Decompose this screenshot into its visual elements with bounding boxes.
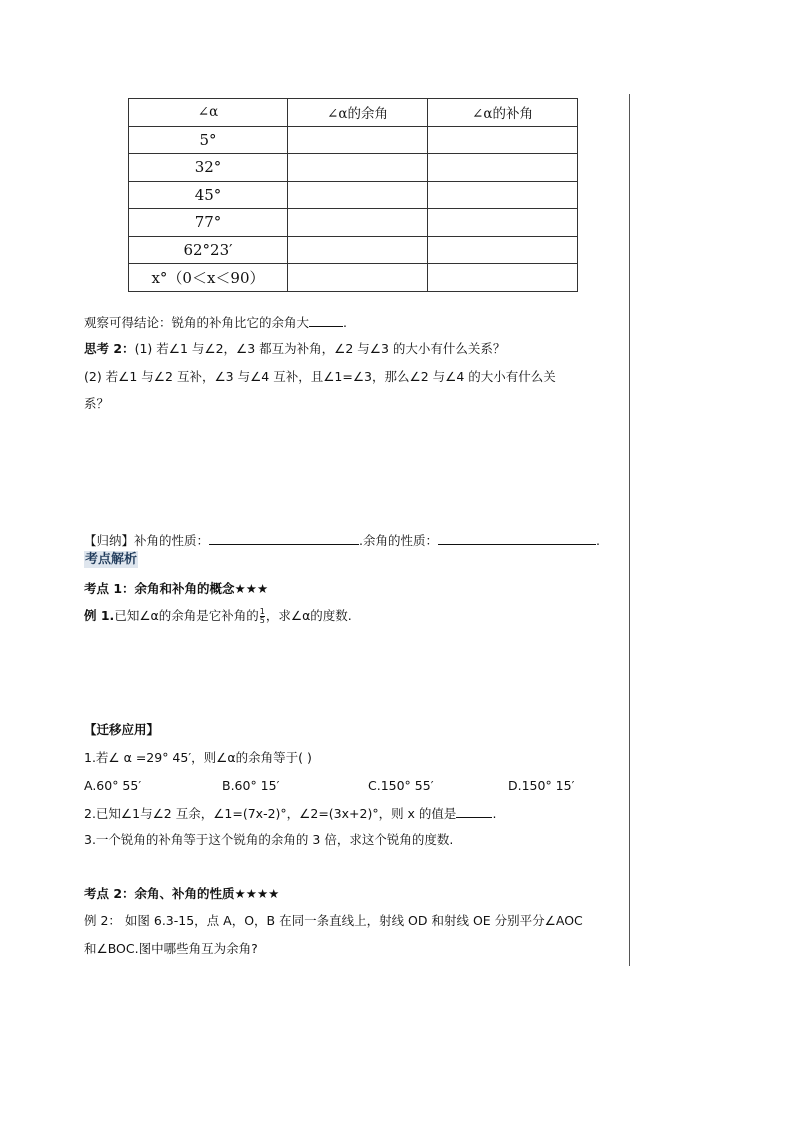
summary-prefix: 【归纳】补角的性质： (84, 533, 210, 548)
summary-mid: .余角的性质： (359, 533, 438, 548)
table-row (129, 264, 578, 292)
example2-line2: 和∠BOC.图中哪些角互为余角? (84, 941, 258, 956)
answer-blank[interactable] (438, 532, 596, 545)
question-3: 3.一个锐角的补角等于这个锐角的余角的 3 倍，求这个锐角的度数. (84, 832, 454, 847)
table-cell (428, 126, 578, 154)
observe-end: . (343, 315, 347, 330)
think2-q1-text: (1) 若∠1 与∠2，∠3 都互为补角，∠2 与∠3 的大小有什么关系？ (134, 341, 506, 356)
answer-blank[interactable] (309, 314, 343, 327)
example1-label: 例 1. (84, 608, 115, 623)
table-cell: 5° (129, 126, 288, 154)
point1-title: 考点 1：余角和补角的概念★★★ (84, 581, 269, 596)
option-d: D.150° 15′ (508, 778, 575, 793)
table-cell: 32° (129, 154, 288, 182)
table-cell (288, 181, 428, 209)
table-header-row (129, 99, 578, 127)
table-cell (428, 181, 578, 209)
question-2 (84, 805, 496, 822)
table-row (129, 236, 578, 264)
think2-q2-cont: 系？ (84, 396, 110, 411)
table-cell (428, 209, 578, 237)
example1 (84, 608, 352, 625)
table-cell (288, 236, 428, 264)
example1-text: 已知∠α的余角是它补角的 (114, 608, 259, 623)
table-cell: x°（0＜x＜90） (129, 264, 288, 292)
table-cell (428, 236, 578, 264)
table-row (129, 181, 578, 209)
fraction-numerator: 1 (259, 607, 265, 616)
option-b: B.60° 15′ (222, 778, 280, 793)
table-row (129, 209, 578, 237)
example1-text-end: ，求∠α的度数. (265, 608, 352, 623)
section-title: 考点解析 (85, 552, 138, 567)
table-row (129, 154, 578, 182)
table-cell (288, 209, 428, 237)
observe-conclusion (84, 314, 347, 331)
answer-blank[interactable] (456, 805, 492, 818)
table-cell: 45° (129, 181, 288, 209)
think2-q1 (84, 341, 505, 357)
table-cell (428, 264, 578, 292)
question-1: 1.若∠ α =29° 45′，则∠α的余角等于( ) (84, 750, 312, 765)
table-row (129, 126, 578, 154)
think2-q2: (2) 若∠1 与∠2 互补，∠3 与∠4 互补，且∠1=∠3，那么∠2 与∠4 的大小有什么关 (84, 369, 556, 384)
observe-text: 观察可得结论：锐角的补角比它的余角大 (84, 315, 310, 330)
angle-table (128, 98, 578, 292)
table-header: ∠α的余角 (288, 99, 428, 127)
think2-label: 思考 2： (84, 341, 135, 356)
fraction (260, 608, 265, 625)
table-cell (428, 154, 578, 182)
table-cell: 77° (129, 209, 288, 237)
question-2-end: . (492, 806, 497, 821)
table-cell: 62°23′ (129, 236, 288, 264)
fraction-denominator: 5 (259, 616, 265, 625)
summary-end: . (596, 533, 600, 548)
table-cell (288, 154, 428, 182)
option-a: A.60° 55′ (84, 778, 142, 793)
point2-title: 考点 2：余角、补角的性质★★★★ (84, 886, 280, 901)
table-cell (288, 126, 428, 154)
right-margin-line (629, 94, 630, 966)
table-header: ∠α (129, 99, 288, 127)
transfer-heading: 【迁移应用】 (84, 722, 160, 737)
answer-blank[interactable] (209, 532, 359, 545)
table-header: ∠α的补角 (428, 99, 578, 127)
table-cell (288, 264, 428, 292)
summary-line (84, 532, 600, 549)
example2-line1: 例 2： 如图 6.3-15，点 A，O，B 在同一条直线上，射线 OD 和射线 OE 分别平分∠AOC (84, 913, 583, 928)
question-2-text: 2.已知∠1与∠2 互余，∠1=(7x-2)°，∠2=(3x+2)°，则 x 的值是 (84, 806, 457, 821)
option-c: C.150° 55′ (368, 778, 434, 793)
